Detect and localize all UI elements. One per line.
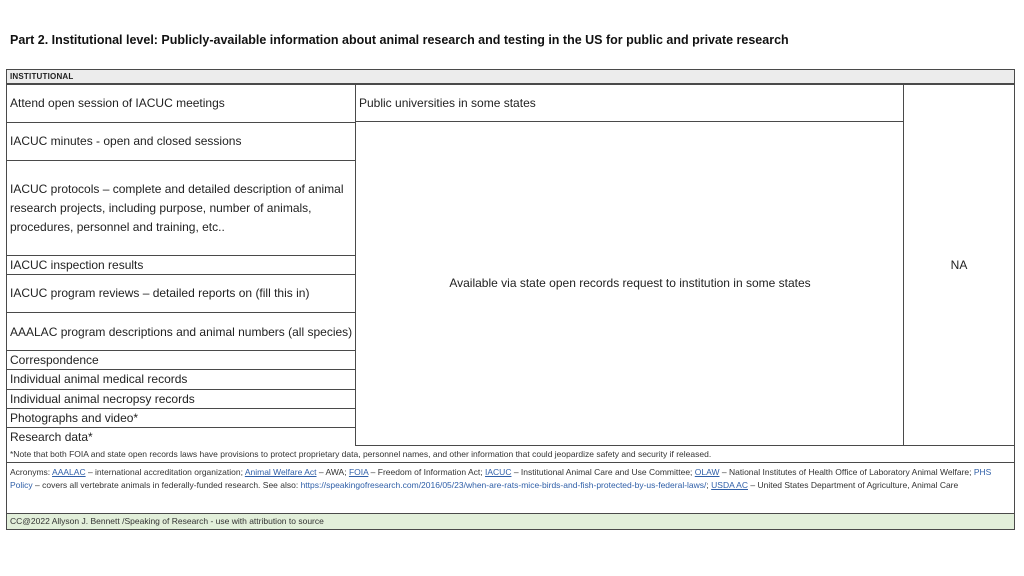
row-label: Research data* — [10, 429, 93, 444]
aaalac-desc: – international accreditation organization; — [85, 467, 245, 477]
footnote: *Note that both FOIA and state open records laws have provisions to protect proprietary data, personnel names, and other information that could jeopardize safety and security if released. — [6, 446, 1015, 463]
olaw-desc: – National Institutes of Health Office of Laboratory Animal Welfare; — [719, 467, 974, 477]
url-separator: ; — [706, 480, 712, 490]
row-label: Photographs and video* — [10, 410, 139, 425]
acronyms-prefix: Acronyms: — [10, 467, 53, 477]
section-header: INSTITUTIONAL — [6, 69, 1015, 84]
foia-link[interactable]: FOIA — [348, 467, 369, 477]
row-label: IACUC protocols – complete and detailed description of animal research projects, including purpose, number of animals, procedures, personnel and training, etc.. — [10, 181, 344, 234]
row-label: Individual animal necropsy records — [10, 391, 195, 406]
public-universities-cell: Public universities in some states — [356, 84, 904, 122]
copyright-footer: CC@2022 Allyson J. Bennett /Speaking of Research - use with attribution to source — [6, 514, 1015, 530]
left-column-border — [6, 84, 356, 446]
iacuc-desc: – Institutional Animal Care and Use Committee; — [511, 467, 695, 477]
row-label: Individual animal medical records — [10, 372, 188, 386]
olaw-link[interactable]: OLAW — [694, 467, 720, 477]
speaking-of-research-url[interactable]: https://speakingofresearch.com/2016/05/23/when-are-rats-mice-birds-and-fish-protected-by-us-federal-laws/ — [300, 480, 707, 490]
available-records-cell: Available via state open records request to institution in some states — [356, 121, 904, 446]
row-label: IACUC program reviews – detailed reports on (fill this in) — [10, 286, 310, 300]
foia-desc: – Freedom of Information Act; — [368, 467, 486, 477]
phs-desc: – covers all vertebrate animals in federally-funded research. See also: — [32, 480, 301, 490]
row-label: IACUC minutes - open and closed sessions — [10, 134, 242, 148]
row-label: Attend open session of IACUC meetings — [10, 96, 225, 110]
row-label: AAALAC program descriptions and animal numbers (all species) — [10, 324, 353, 339]
acronyms-block — [6, 463, 1015, 514]
aaalac-link[interactable]: AAALAC — [52, 467, 86, 477]
row-label: Correspondence — [10, 352, 99, 367]
phs-policy-link[interactable]: PHS Policy — [10, 467, 992, 490]
page-title: Part 2. Institutional level: Publicly-available information about animal research and testing in the US for public and private research — [10, 33, 789, 47]
awa-link[interactable]: Animal Welfare Act — [244, 467, 317, 477]
awa-desc: – AWA; — [316, 467, 349, 477]
usda-desc: – United States Department of Agriculture, Animal Care — [748, 480, 959, 490]
iacuc-link[interactable]: IACUC — [485, 467, 512, 477]
row-label: IACUC inspection results — [10, 257, 144, 272]
usda-ac-link[interactable]: USDA AC — [711, 480, 748, 490]
institutional-table — [6, 69, 1016, 530]
na-cell: NA — [903, 84, 1015, 446]
